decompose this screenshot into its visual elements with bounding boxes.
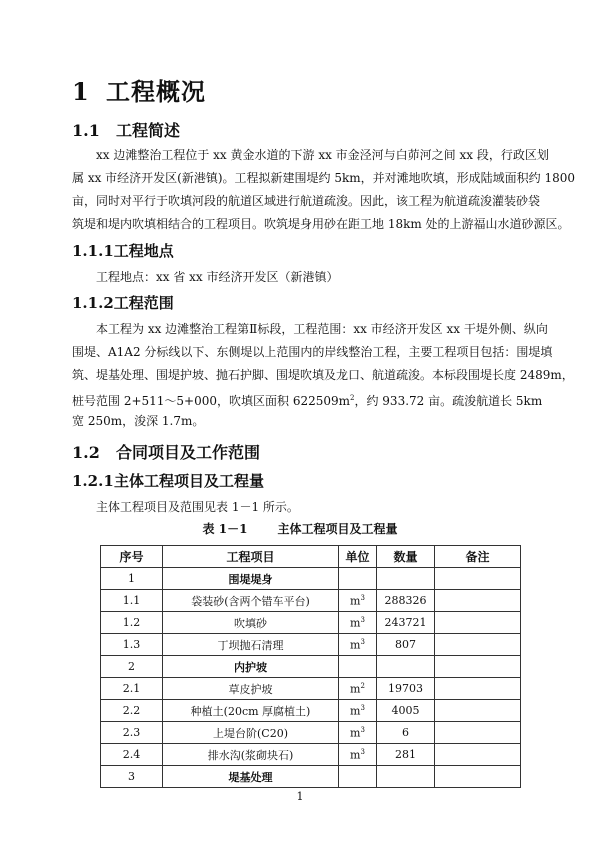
subsection-heading-1-2-1 xyxy=(72,470,264,491)
cell-quantity: 19703 xyxy=(377,678,435,700)
cell-item: 吹填砂 xyxy=(163,612,339,634)
cell-number: 2.4 xyxy=(101,744,163,766)
cell-note xyxy=(435,678,521,700)
subsection-title: 工程地点 xyxy=(113,242,174,260)
subsection-number: 1.1.2 xyxy=(72,294,114,312)
cell-item: 草皮护坡 xyxy=(163,678,339,700)
cell-number: 2.3 xyxy=(101,722,163,744)
unit-superscript: 3 xyxy=(360,747,365,756)
cell-number: 1.3 xyxy=(101,634,163,656)
cell-quantity xyxy=(377,568,435,590)
cell-quantity: 243721 xyxy=(377,612,435,634)
chapter-title: 工程概况 xyxy=(106,77,206,106)
header-cell: 单位 xyxy=(339,546,377,568)
table-caption xyxy=(0,520,600,537)
cell-unit xyxy=(339,568,377,590)
cell-quantity xyxy=(377,766,435,788)
table-caption-number: 表 1－1 xyxy=(202,522,248,536)
section-number: 1.2 xyxy=(72,443,100,462)
subsection-number: 1.2.1 xyxy=(72,472,114,490)
paragraph-line: 亩，同时对平行于吹填河段的航道区域进行航道疏浚。因此，该工程为航道疏浚灌装砂袋 xyxy=(72,194,541,208)
unit-superscript: 3 xyxy=(360,593,365,602)
table-intro: 主体工程项目及范围见表 1－1 所示。 xyxy=(96,500,299,514)
cell-unit xyxy=(339,722,377,744)
cell-note xyxy=(435,766,521,788)
table-body xyxy=(101,568,521,788)
cell-quantity: 4005 xyxy=(377,700,435,722)
cell-unit xyxy=(339,766,377,788)
unit-text: m xyxy=(350,638,361,652)
table-row xyxy=(101,590,521,612)
cell-number: 1.2 xyxy=(101,612,163,634)
cell-item: 排水沟(浆砌块石) xyxy=(163,744,339,766)
paragraph-line: 属 xx 市经济开发区(新港镇)。工程拟新建围堤约 5km，并对滩地吹填，形成陆域面积约 1800 xyxy=(72,171,575,185)
chapter-number: 1 xyxy=(72,77,90,106)
paragraph-line: 筑、堤基处理、围堤护坡、抛石护脚、围堤吹填及龙口、航道疏浚。本标段围堤长度 2489m， xyxy=(72,368,574,382)
section-title: 工程简述 xyxy=(116,121,181,140)
cell-unit xyxy=(339,590,377,612)
cell-note xyxy=(435,568,521,590)
cell-item: 上堤台阶(C20) xyxy=(163,722,339,744)
cell-unit xyxy=(339,634,377,656)
unit-superscript: 3 xyxy=(360,703,365,712)
cell-note xyxy=(435,744,521,766)
cell-note xyxy=(435,612,521,634)
table-row xyxy=(101,612,521,634)
subsection-heading-1-1-2 xyxy=(72,292,174,313)
unit-text: m xyxy=(350,704,361,718)
table-row xyxy=(101,766,521,788)
text-span: ，约 933.72 亩。疏浚航道长 5km xyxy=(354,394,543,408)
header-cell: 数量 xyxy=(377,546,435,568)
paragraph-line: 本工程为 xx 边滩整治工程第Ⅱ标段，工程范围：xx 市经济开发区 xx 干堤外侧、纵向 xyxy=(96,322,548,336)
table-row xyxy=(101,678,521,700)
unit-text: m xyxy=(350,616,361,630)
unit-text: m xyxy=(350,748,361,762)
page-number: 1 xyxy=(296,790,304,803)
cell-note xyxy=(435,700,521,722)
cell-unit xyxy=(339,612,377,634)
table-caption-title: 主体工程项目及工程量 xyxy=(277,522,398,536)
cell-quantity: 288326 xyxy=(377,590,435,612)
location-text: 工程地点：xx 省 xx 市经济开发区（新港镇） xyxy=(96,270,339,284)
cell-item: 围堤堤身 xyxy=(163,568,339,590)
cell-item: 丁坝抛石清理 xyxy=(163,634,339,656)
cell-quantity: 281 xyxy=(377,744,435,766)
unit-superscript: 3 xyxy=(360,725,365,734)
header-cell: 工程项目 xyxy=(163,546,339,568)
cell-item: 种植土(20cm 厚腐植土) xyxy=(163,700,339,722)
cell-quantity xyxy=(377,656,435,678)
superscript: 2 xyxy=(350,394,355,402)
cell-unit xyxy=(339,744,377,766)
paragraph-line: xx 边滩整治工程位于 xx 黄金水道的下游 xx 市金泾河与白茆河之间 xx 段，行政区划 xyxy=(96,148,549,162)
header-cell: 序号 xyxy=(101,546,163,568)
cell-unit xyxy=(339,678,377,700)
section-number: 1.1 xyxy=(72,121,100,140)
cell-note xyxy=(435,722,521,744)
table-row xyxy=(101,722,521,744)
subsection-number: 1.1.1 xyxy=(72,242,114,260)
cell-number: 2.1 xyxy=(101,678,163,700)
section-title: 合同项目及工作范围 xyxy=(116,443,261,462)
paragraph-line: 宽 250m，浚深 1.7m。 xyxy=(72,414,205,428)
unit-superscript: 3 xyxy=(360,637,365,646)
cell-note xyxy=(435,634,521,656)
cell-number: 2.2 xyxy=(101,700,163,722)
table-header-row xyxy=(101,546,521,568)
unit-text: m xyxy=(350,594,361,608)
cell-note xyxy=(435,590,521,612)
cell-number: 3 xyxy=(101,766,163,788)
table-row xyxy=(101,700,521,722)
cell-unit xyxy=(339,700,377,722)
unit-text: m xyxy=(350,682,361,696)
section-heading-1-2 xyxy=(72,440,260,463)
cell-note xyxy=(435,656,521,678)
quantities-table xyxy=(100,545,521,788)
paragraph-line: 筑堤和堤内吹填相结合的工程项目。吹筑堤身用砂在距工地 18km 处的上游福山水道砂源区。 xyxy=(72,217,570,231)
cell-item: 内护坡 xyxy=(163,656,339,678)
subsection-title: 主体工程项目及工程量 xyxy=(114,472,265,490)
unit-superscript: 3 xyxy=(360,615,365,624)
section-heading-1-1 xyxy=(72,118,180,141)
subsection-title: 工程范围 xyxy=(113,294,174,312)
unit-superscript: 2 xyxy=(360,681,365,690)
table-row xyxy=(101,656,521,678)
table-row xyxy=(101,744,521,766)
cell-number: 1.1 xyxy=(101,590,163,612)
cell-number: 1 xyxy=(101,568,163,590)
cell-unit xyxy=(339,656,377,678)
header-cell: 备注 xyxy=(435,546,521,568)
subsection-heading-1-1-1 xyxy=(72,240,174,261)
cell-number: 2 xyxy=(101,656,163,678)
cell-item: 袋装砂(含两个错车平台) xyxy=(163,590,339,612)
text-span: 桩号范围 2+511～5+000，吹填区面积 622509m xyxy=(72,394,351,408)
table-row xyxy=(101,634,521,656)
paragraph-line: 围堤、A1A2 分标线以下、东侧堤以上范围内的岸线整治工程，主要工程项目包括：围堤填 xyxy=(72,345,553,359)
cell-quantity: 6 xyxy=(377,722,435,744)
cell-item: 堤基处理 xyxy=(163,766,339,788)
table-row xyxy=(101,568,521,590)
unit-text: m xyxy=(350,726,361,740)
cell-quantity: 807 xyxy=(377,634,435,656)
chapter-heading xyxy=(72,72,206,107)
